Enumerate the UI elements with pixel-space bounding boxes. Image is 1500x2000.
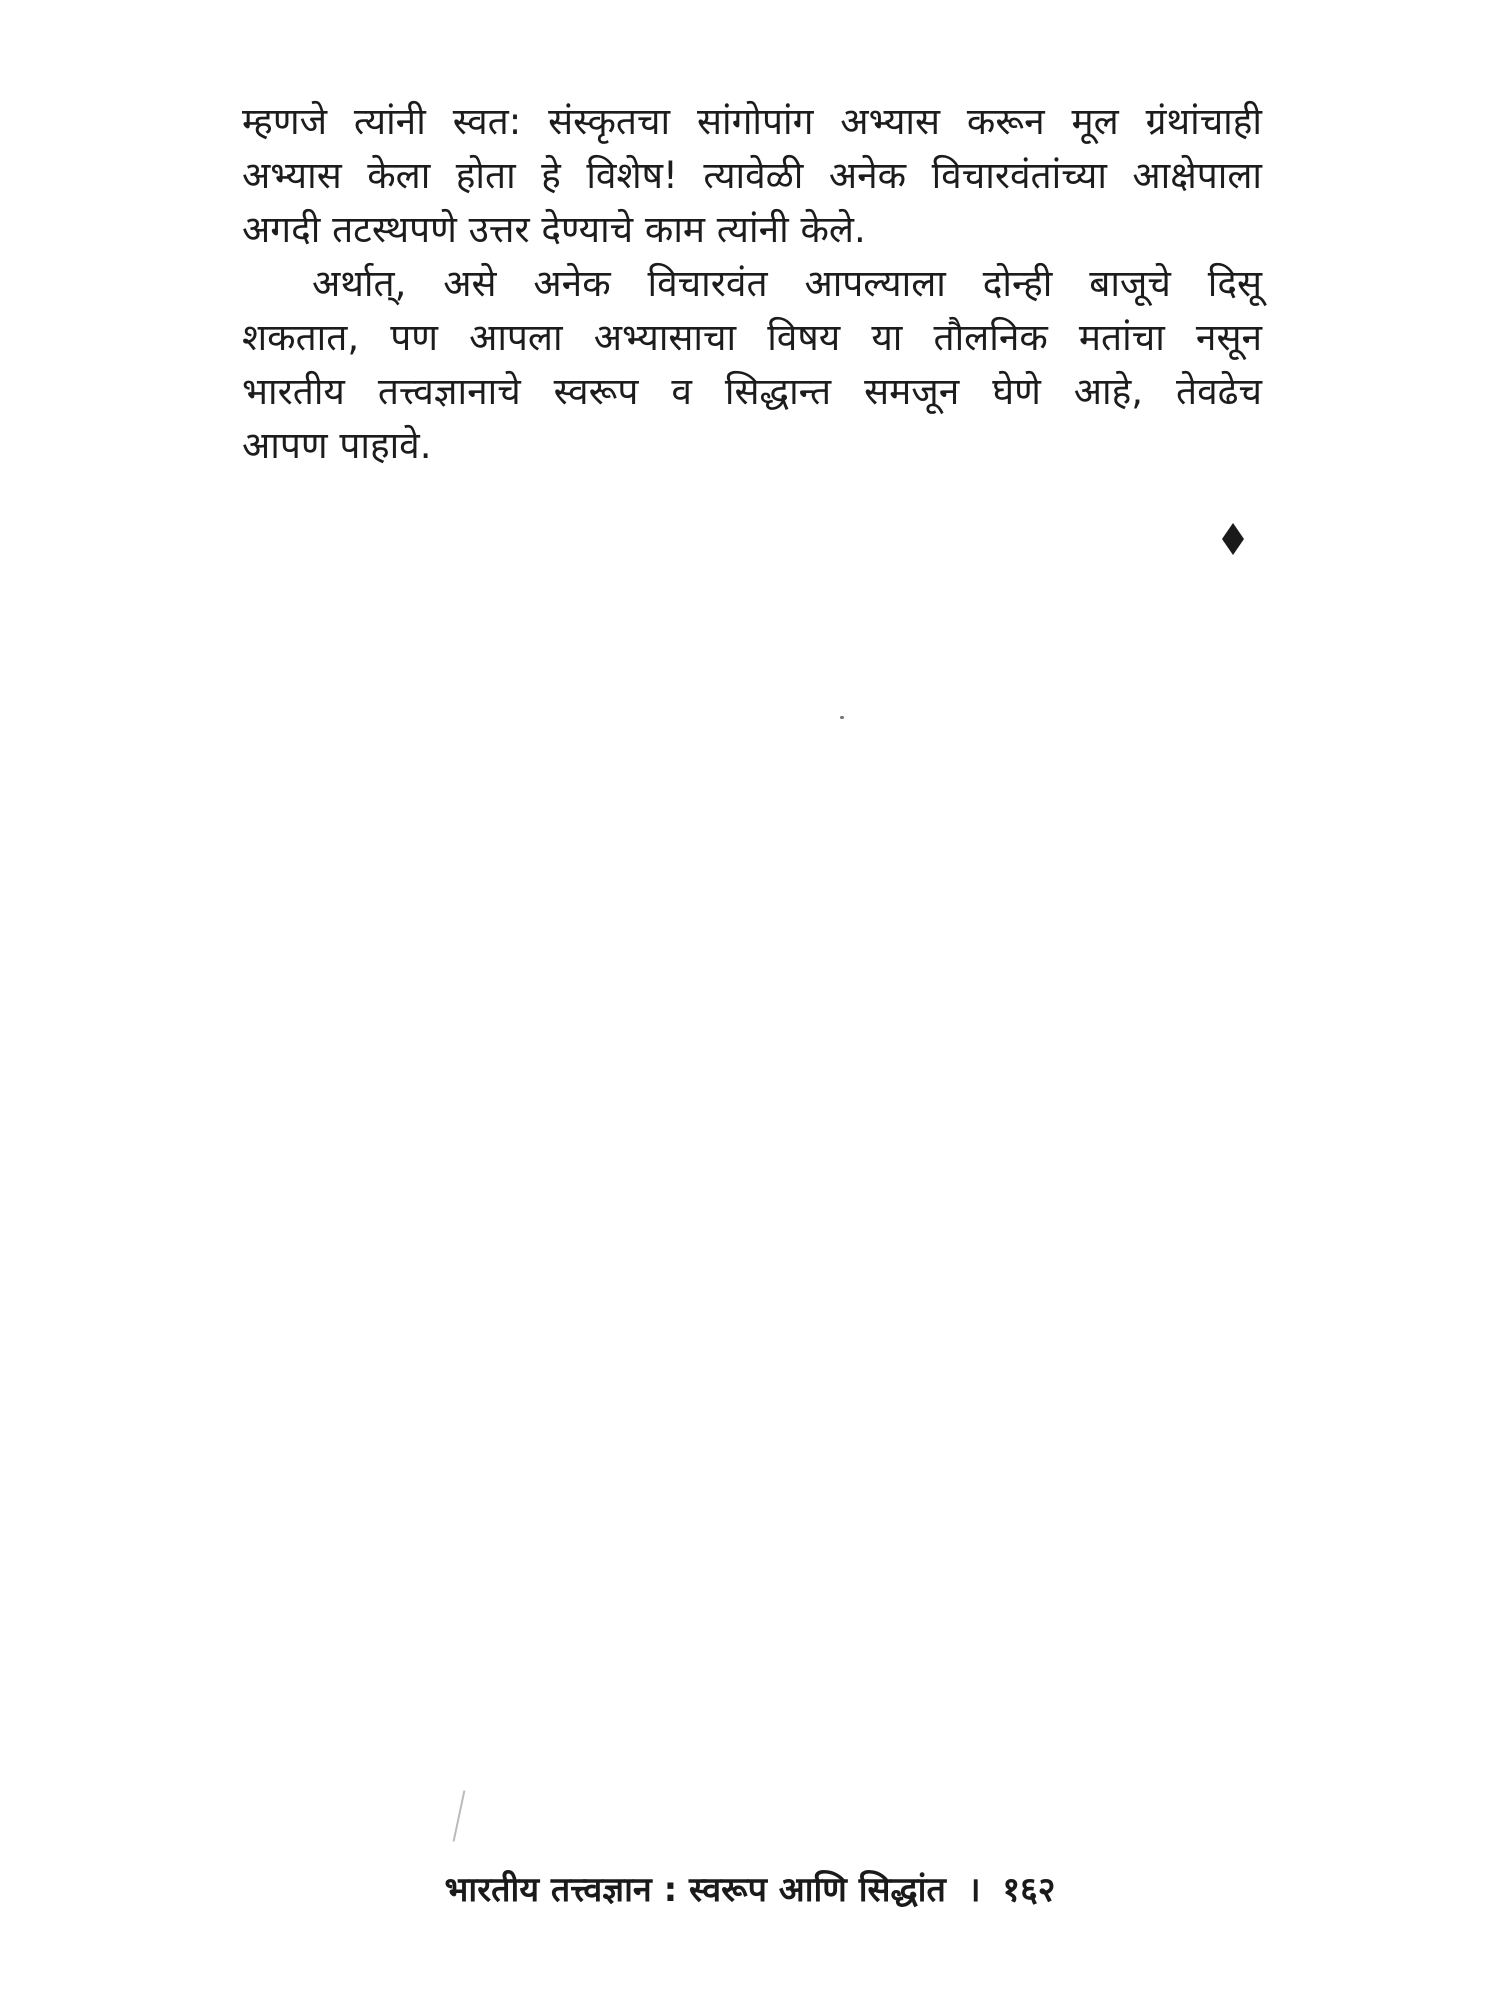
page-footer [0, 1866, 1500, 1914]
paragraph-1 [242, 95, 1262, 257]
text-line: अभ्यास केला होता हे विशेष! त्यावेळी अनेक विचारवंतांच्या आक्षेपाला [242, 154, 1262, 197]
scan-scratch [453, 1790, 466, 1841]
text-line: अर्थात्, असे अनेक विचारवंत आपल्याला दोन्ही बाजूचे दिसू [312, 262, 1262, 305]
text-line: म्हणजे त्यांनी स्वत: संस्कृतचा सांगोपांग अभ्यास करून मूल ग्रंथांचाही [242, 100, 1262, 143]
footer-book-title: भारतीय तत्त्वज्ञान : स्वरूप आणि सिद्धांत [444, 1870, 946, 1910]
paragraph-2 [242, 257, 1262, 473]
text-line: भारतीय तत्त्वज्ञानाचे स्वरूप व सिद्धान्त समजून घेणे आहे, तेवढेच [242, 370, 1262, 413]
footer-separator: । [967, 1870, 981, 1910]
diamond-ornament-icon [1222, 523, 1244, 555]
text-line: अगदी तटस्थपणे उत्तर देण्याचे काम त्यांनी केले. [242, 208, 866, 251]
text-line: शकतात, पण आपला अभ्यासाचा विषय या तौलनिक मतांचा नसून [242, 316, 1262, 359]
text-line: आपण पाहावे. [242, 424, 432, 467]
body-text [242, 95, 1262, 473]
scan-speck [840, 716, 844, 719]
footer-page-number: १६२ [1002, 1870, 1056, 1910]
